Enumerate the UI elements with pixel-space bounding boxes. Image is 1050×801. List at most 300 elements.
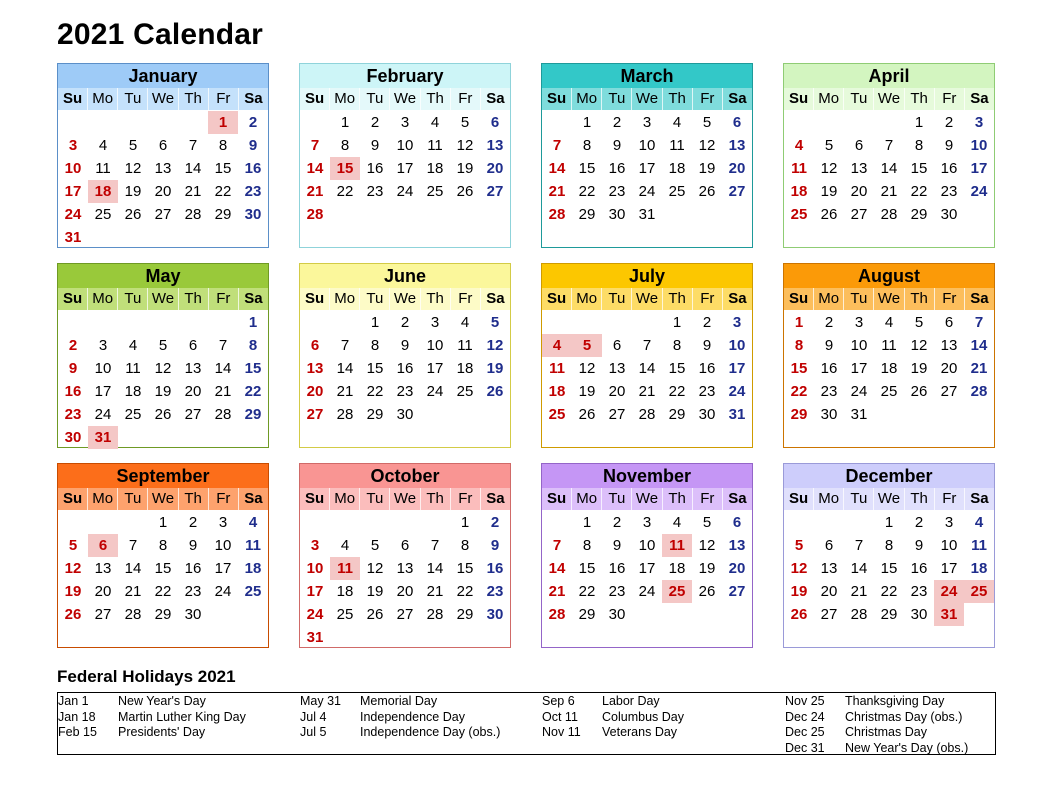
- day-cell: 2: [612, 514, 622, 531]
- week-row: [58, 534, 268, 557]
- empty-cell: [360, 226, 390, 249]
- weekday-label: Sa: [238, 488, 268, 510]
- weekday-label: Th: [904, 88, 934, 110]
- weekday-header-row: [58, 488, 268, 510]
- day-cell: 19: [456, 160, 474, 177]
- day-cell: 19: [820, 183, 838, 200]
- empty-cell: [360, 626, 390, 649]
- week-row: [58, 403, 268, 426]
- day-cell: 5: [370, 537, 380, 554]
- day-cell: 1: [370, 314, 380, 331]
- weekday-label: Th: [178, 88, 208, 110]
- day-cell: 4: [794, 137, 804, 154]
- day-cell: 26: [64, 606, 82, 623]
- holiday-date: Nov 25: [785, 694, 825, 708]
- day-cell: 4: [248, 514, 258, 531]
- day-cell: 16: [820, 360, 838, 377]
- empty-cell: [58, 111, 88, 134]
- day-cell: 11: [95, 160, 111, 177]
- weekday-label: Th: [662, 88, 692, 110]
- weekday-header-row: [542, 288, 752, 310]
- day-cell: 22: [668, 383, 686, 400]
- weekday-label: Fr: [934, 488, 964, 510]
- month-name: September: [58, 464, 268, 488]
- day-cell: 3: [400, 114, 410, 131]
- week-row: [542, 403, 752, 426]
- day-cell: 24: [638, 183, 656, 200]
- weekday-label: Su: [62, 290, 83, 307]
- day-cell: 30: [820, 406, 838, 423]
- week-row: [784, 580, 994, 603]
- week-row: [542, 226, 752, 249]
- day-cell: 8: [218, 137, 228, 154]
- day-cell: 16: [366, 160, 384, 177]
- day-cell: 25: [668, 183, 686, 200]
- month-december: [783, 463, 995, 648]
- holiday-day-cell: 25: [662, 580, 692, 603]
- week-row: [542, 626, 752, 649]
- week-row: [784, 226, 994, 249]
- day-cell: 15: [790, 360, 808, 377]
- holiday-day-cell: 18: [88, 180, 118, 203]
- day-cell: 11: [125, 360, 141, 377]
- day-cell: 29: [244, 406, 262, 423]
- day-cell: 4: [430, 114, 440, 131]
- day-cell: 29: [214, 206, 232, 223]
- day-cell: 25: [548, 406, 566, 423]
- weekday-label: Fr: [208, 488, 238, 510]
- weekday-label: Fr: [208, 288, 238, 310]
- day-cell: 21: [306, 183, 324, 200]
- weekday-label: Su: [62, 90, 83, 107]
- day-cell: 5: [914, 314, 924, 331]
- holiday-name: Independence Day (obs.): [360, 725, 501, 739]
- day-cell: 4: [672, 114, 682, 131]
- day-cell: 10: [728, 337, 746, 354]
- empty-cell: [542, 511, 572, 534]
- day-cell: 24: [306, 606, 324, 623]
- day-cell: 5: [490, 314, 500, 331]
- weekday-label: Sa: [964, 488, 994, 510]
- week-row: [784, 357, 994, 380]
- empty-cell: [208, 226, 238, 249]
- day-cell: 2: [188, 514, 198, 531]
- week-row: [784, 603, 994, 626]
- holiday-date: May 31: [300, 694, 341, 708]
- day-cell: 7: [310, 137, 320, 154]
- day-cell: 3: [310, 537, 320, 554]
- day-cell: 11: [669, 137, 685, 154]
- day-cell: 30: [184, 606, 202, 623]
- day-cell: 27: [94, 606, 112, 623]
- weekday-label: We: [147, 88, 177, 110]
- day-cell: 1: [248, 314, 258, 331]
- day-cell: 27: [850, 206, 868, 223]
- month-april: [783, 63, 995, 248]
- weekday-label: Fr: [934, 288, 964, 310]
- week-row: [542, 511, 752, 534]
- day-cell: 16: [64, 383, 82, 400]
- empty-cell: [420, 626, 450, 649]
- day-cell: 6: [824, 537, 834, 554]
- empty-cell: [330, 311, 360, 334]
- weekday-header-row: [58, 88, 268, 110]
- week-row: [300, 426, 510, 449]
- empty-cell: [208, 426, 238, 449]
- empty-cell: [874, 426, 904, 449]
- day-cell: 13: [850, 160, 868, 177]
- day-cell: 20: [820, 583, 838, 600]
- day-cell: 15: [578, 560, 596, 577]
- day-cell: 20: [184, 383, 202, 400]
- day-cell: 1: [158, 514, 168, 531]
- weekday-label: Sa: [480, 88, 510, 110]
- day-cell: 7: [430, 537, 440, 554]
- day-cell: 9: [824, 337, 834, 354]
- week-row: [300, 111, 510, 134]
- day-cell: 14: [306, 160, 324, 177]
- empty-cell: [118, 626, 148, 649]
- weekday-label: Mo: [329, 288, 359, 310]
- day-cell: 3: [732, 314, 742, 331]
- day-cell: 14: [548, 160, 566, 177]
- day-cell: 6: [188, 337, 198, 354]
- week-row: [784, 557, 994, 580]
- weekday-label: Mo: [813, 288, 843, 310]
- empty-cell: [784, 226, 814, 249]
- day-cell: 18: [548, 383, 566, 400]
- weekday-label: Sa: [238, 88, 268, 110]
- day-cell: 12: [698, 537, 716, 554]
- empty-cell: [390, 203, 420, 226]
- day-cell: 5: [702, 114, 712, 131]
- day-cell: 21: [336, 383, 354, 400]
- day-cell: 28: [970, 383, 988, 400]
- day-cell: 24: [214, 583, 232, 600]
- weekday-label: We: [631, 88, 661, 110]
- day-cell: 9: [612, 537, 622, 554]
- month-august: [783, 263, 995, 448]
- day-cell: 29: [456, 606, 474, 623]
- day-cell: 10: [94, 360, 112, 377]
- holiday-date: Jan 1: [58, 694, 89, 708]
- week-row: [300, 626, 510, 649]
- week-row: [542, 203, 752, 226]
- day-cell: 29: [578, 606, 596, 623]
- weekday-label: Su: [546, 290, 567, 307]
- day-cell: 23: [698, 383, 716, 400]
- day-cell: 9: [248, 137, 258, 154]
- day-cell: 15: [456, 560, 474, 577]
- weekday-label: Mo: [87, 288, 117, 310]
- empty-cell: [814, 626, 844, 649]
- day-cell: 3: [854, 314, 864, 331]
- empty-cell: [360, 203, 390, 226]
- day-cell: 1: [340, 114, 350, 131]
- day-cell: 9: [400, 337, 410, 354]
- day-cell: 6: [732, 114, 742, 131]
- day-cell: 23: [396, 383, 414, 400]
- day-cell: 30: [698, 406, 716, 423]
- day-cell: 13: [940, 337, 958, 354]
- day-cell: 28: [124, 606, 142, 623]
- day-cell: 14: [970, 337, 988, 354]
- empty-cell: [964, 226, 994, 249]
- day-cell: 22: [456, 583, 474, 600]
- day-cell: 11: [457, 337, 473, 354]
- day-cell: 11: [245, 537, 261, 554]
- empty-cell: [874, 403, 904, 426]
- day-cell: 15: [244, 360, 262, 377]
- empty-cell: [662, 626, 692, 649]
- empty-cell: [300, 426, 330, 449]
- day-cell: 14: [880, 160, 898, 177]
- weekday-label: Th: [178, 288, 208, 310]
- empty-cell: [330, 626, 360, 649]
- weekday-label: Tu: [117, 88, 147, 110]
- day-cell: 27: [820, 606, 838, 623]
- weekday-label: Fr: [934, 88, 964, 110]
- day-cell: 19: [64, 583, 82, 600]
- day-cell: 19: [154, 383, 172, 400]
- day-cell: 23: [910, 583, 928, 600]
- day-cell: 21: [184, 183, 202, 200]
- week-row: [58, 226, 268, 249]
- week-row: [300, 203, 510, 226]
- weekday-label: Su: [62, 490, 83, 507]
- day-cell: 28: [306, 206, 324, 223]
- day-cell: 25: [94, 206, 112, 223]
- week-row: [542, 380, 752, 403]
- day-cell: 4: [128, 337, 138, 354]
- empty-cell: [238, 626, 268, 649]
- day-cell: 9: [370, 137, 380, 154]
- empty-cell: [662, 203, 692, 226]
- day-cell: 27: [728, 583, 746, 600]
- weekday-label: Sa: [964, 288, 994, 310]
- empty-cell: [148, 426, 178, 449]
- day-cell: 4: [974, 514, 984, 531]
- empty-cell: [450, 403, 480, 426]
- day-cell: 13: [728, 537, 746, 554]
- day-cell: 23: [64, 406, 82, 423]
- day-cell: 10: [396, 137, 414, 154]
- day-cell: 16: [608, 160, 626, 177]
- day-cell: 20: [940, 360, 958, 377]
- holiday-date: Nov 11: [542, 725, 581, 739]
- day-cell: 27: [306, 406, 324, 423]
- day-cell: 23: [244, 183, 262, 200]
- day-cell: 12: [790, 560, 808, 577]
- holiday-day-cell: 11: [662, 534, 692, 557]
- empty-cell: [934, 226, 964, 249]
- week-row: [58, 626, 268, 649]
- day-cell: 17: [426, 360, 444, 377]
- day-cell: 22: [244, 383, 262, 400]
- day-cell: 29: [790, 406, 808, 423]
- week-row: [58, 334, 268, 357]
- day-cell: 23: [608, 183, 626, 200]
- day-cell: 19: [698, 160, 716, 177]
- weekday-label: Sa: [722, 88, 752, 110]
- day-cell: 21: [850, 583, 868, 600]
- empty-cell: [390, 226, 420, 249]
- day-cell: 13: [396, 560, 414, 577]
- day-cell: 10: [850, 337, 868, 354]
- day-cell: 2: [400, 314, 410, 331]
- month-name: August: [784, 264, 994, 288]
- weekday-label: Tu: [359, 88, 389, 110]
- day-cell: 26: [578, 406, 596, 423]
- day-cell: 2: [370, 114, 380, 131]
- week-row: [542, 426, 752, 449]
- empty-cell: [784, 426, 814, 449]
- day-cell: 23: [608, 583, 626, 600]
- day-cell: 31: [638, 206, 656, 223]
- empty-cell: [784, 511, 814, 534]
- empty-cell: [934, 403, 964, 426]
- weekday-label: Sa: [722, 488, 752, 510]
- weekday-label: We: [147, 488, 177, 510]
- day-cell: 28: [184, 206, 202, 223]
- empty-cell: [662, 226, 692, 249]
- day-cell: 24: [638, 583, 656, 600]
- day-cell: 30: [910, 606, 928, 623]
- holiday-date: Sep 6: [542, 694, 575, 708]
- empty-cell: [602, 226, 632, 249]
- day-cell: 12: [578, 360, 596, 377]
- empty-cell: [148, 626, 178, 649]
- day-cell: 14: [850, 560, 868, 577]
- day-cell: 15: [668, 360, 686, 377]
- holiday-day-cell: 6: [88, 534, 118, 557]
- day-cell: 26: [124, 206, 142, 223]
- month-june: [299, 263, 511, 448]
- holiday-date: Dec 25: [785, 725, 825, 739]
- holiday-date: Jul 4: [300, 709, 327, 724]
- empty-cell: [420, 403, 450, 426]
- day-cell: 7: [642, 337, 652, 354]
- day-cell: 24: [728, 383, 746, 400]
- month-october: [299, 463, 511, 648]
- day-cell: 10: [426, 337, 444, 354]
- empty-cell: [118, 511, 148, 534]
- holiday-day-cell: 1: [208, 111, 238, 134]
- weekday-label: Th: [420, 288, 450, 310]
- day-cell: 30: [486, 606, 504, 623]
- empty-cell: [934, 626, 964, 649]
- week-row: [58, 111, 268, 134]
- holiday-name: Columbus Day: [602, 709, 684, 724]
- day-cell: 31: [306, 629, 324, 646]
- month-name: March: [542, 64, 752, 88]
- weekday-label: Th: [178, 488, 208, 510]
- empty-cell: [178, 626, 208, 649]
- weekday-label: Su: [788, 490, 809, 507]
- day-cell: 20: [728, 560, 746, 577]
- empty-cell: [904, 626, 934, 649]
- month-name: April: [784, 64, 994, 88]
- empty-cell: [420, 426, 450, 449]
- empty-cell: [450, 426, 480, 449]
- day-cell: 2: [612, 114, 622, 131]
- empty-cell: [964, 403, 994, 426]
- day-cell: 18: [790, 183, 808, 200]
- day-cell: 6: [944, 314, 954, 331]
- day-cell: 5: [702, 514, 712, 531]
- weekday-label: Mo: [571, 488, 601, 510]
- week-row: [58, 426, 268, 449]
- week-row: [58, 580, 268, 603]
- holiday-day-cell: 25: [964, 580, 994, 603]
- day-cell: 29: [668, 406, 686, 423]
- day-cell: 31: [850, 406, 868, 423]
- day-cell: 16: [244, 160, 262, 177]
- empty-cell: [632, 426, 662, 449]
- day-cell: 26: [698, 583, 716, 600]
- empty-cell: [360, 426, 390, 449]
- day-cell: 26: [154, 406, 172, 423]
- empty-cell: [420, 226, 450, 249]
- empty-cell: [450, 203, 480, 226]
- day-cell: 28: [638, 406, 656, 423]
- empty-cell: [420, 203, 450, 226]
- week-row: [542, 180, 752, 203]
- month-november: [541, 463, 753, 648]
- day-cell: 9: [68, 360, 78, 377]
- holiday-name: New Year's Day: [118, 694, 206, 708]
- empty-cell: [814, 226, 844, 249]
- empty-cell: [178, 426, 208, 449]
- day-cell: 18: [668, 160, 686, 177]
- week-row: [58, 134, 268, 157]
- day-cell: 6: [400, 537, 410, 554]
- week-row: [784, 334, 994, 357]
- day-cell: 3: [974, 114, 984, 131]
- day-cell: 15: [366, 360, 384, 377]
- empty-cell: [904, 226, 934, 249]
- empty-cell: [572, 226, 602, 249]
- day-cell: 15: [578, 160, 596, 177]
- day-cell: 13: [486, 137, 504, 154]
- empty-cell: [480, 226, 510, 249]
- day-cell: 24: [426, 383, 444, 400]
- week-row: [300, 226, 510, 249]
- day-cell: 14: [426, 560, 444, 577]
- empty-cell: [692, 226, 722, 249]
- empty-cell: [632, 311, 662, 334]
- day-cell: 14: [184, 160, 202, 177]
- empty-cell: [632, 626, 662, 649]
- day-cell: 16: [608, 560, 626, 577]
- day-cell: 30: [940, 206, 958, 223]
- empty-cell: [178, 111, 208, 134]
- empty-cell: [390, 426, 420, 449]
- day-cell: 2: [824, 314, 834, 331]
- day-cell: 10: [306, 560, 324, 577]
- day-cell: 6: [158, 137, 168, 154]
- day-cell: 19: [486, 360, 504, 377]
- week-row: [58, 203, 268, 226]
- empty-cell: [88, 626, 118, 649]
- empty-cell: [844, 226, 874, 249]
- day-cell: 26: [486, 383, 504, 400]
- empty-cell: [118, 226, 148, 249]
- month-name: December: [784, 464, 994, 488]
- day-cell: 16: [698, 360, 716, 377]
- empty-cell: [300, 226, 330, 249]
- week-row: [784, 311, 994, 334]
